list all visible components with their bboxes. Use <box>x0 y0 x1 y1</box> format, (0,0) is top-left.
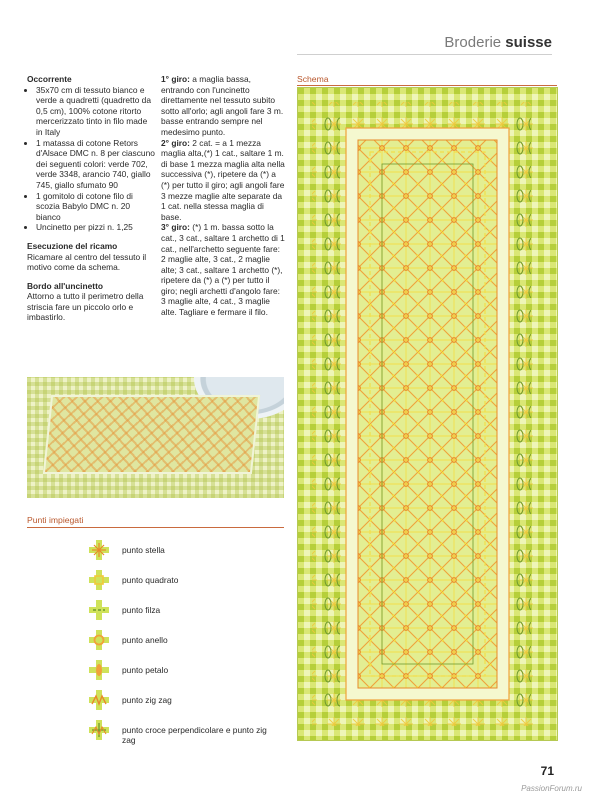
header-divider <box>297 54 552 55</box>
occorrente-heading: Occorrente <box>27 74 72 84</box>
square-stitch-icon <box>89 570 109 590</box>
legend-label: punto filza <box>122 605 161 615</box>
legend-item <box>89 660 289 684</box>
crochet-column <box>161 74 286 318</box>
petal-stitch-icon <box>89 660 109 680</box>
giro-text: (*) 1 m. bassa sotto la cat., 3 cat., saltare 1 archetto di 1 cat., nell'archetto seguente fare: 2 maglie alte, 3 cat., 2 maglie alte; 3 cat., saltare 1 archetto (*), ripetere da (*) a (*) per tutto il giro; negli archetti d'angolo fare: 3 maglie alte, 4 cat., 3 maglie alte. Tagliare e fermare il filo. <box>161 222 285 318</box>
legend-item <box>89 600 289 624</box>
bordo-text: Attorno a tutto il perimetro della striscia fare un piccolo orlo e imbastirlo. <box>27 291 144 323</box>
legend-item <box>89 540 289 564</box>
page-number: 71 <box>540 764 554 778</box>
esecuzione-text: Ricamare al centro del tessuto il motivo come da schema. <box>27 251 147 273</box>
page-header <box>444 34 552 51</box>
list-item: • Uncinetto per pizzi n. 1,25 <box>36 222 155 233</box>
giro-3 <box>161 222 286 317</box>
giro-label: 1° giro: <box>161 74 190 84</box>
cross-zigzag-stitch-icon <box>89 720 109 740</box>
punti-divider <box>27 527 284 528</box>
legend-item <box>89 720 289 744</box>
running-stitch-icon <box>89 600 109 620</box>
giro-1 <box>161 74 286 138</box>
list-item: • 35x70 cm di tessuto bianco e verde a quadretti (quadretto da 0,5 cm), 100% cotone ritorto mercerizzato tinto in filo made in Italy <box>36 85 155 138</box>
giro-label: 3° giro: <box>161 222 190 233</box>
legend-item <box>89 690 289 714</box>
giro-2 <box>161 138 286 223</box>
giro-text: a maglia bassa, entrando con l'uncinetto direttamente nel tessuto subito sotto all'orlo; agli angoli fare 3 m. basse entrando sempre nel medesimo punto. <box>161 74 284 137</box>
materials-list <box>27 85 155 233</box>
header-title-light: Broderie <box>444 34 502 51</box>
list-item: • 1 matassa di cotone Retors d'Alsace DMC n. 8 per ciascuno dei seguenti colori: verde 702, verde 3348, arancio 740, giallo 745, giallo sfumato 90 <box>36 138 155 191</box>
legend-label: punto petalo <box>122 665 169 675</box>
legend-label: punto croce perpendicolare e punto zig zag <box>122 725 267 746</box>
embroidery-chart <box>297 87 558 741</box>
schema-svg <box>298 88 557 740</box>
watermark: PassionForum.ru <box>521 784 582 793</box>
esecuzione-heading: Esecuzione del ricamo <box>27 240 118 251</box>
schema-divider <box>297 85 557 86</box>
embroidered-runner-image <box>43 395 260 474</box>
product-photo <box>27 377 284 498</box>
legend-label: punto anello <box>122 635 168 645</box>
legend-item <box>89 630 289 654</box>
ring-stitch-icon <box>89 630 109 650</box>
legend-label: punto stella <box>122 545 165 555</box>
giro-text: 2 cat. = a 1 mezza maglia alta,(*) 1 cat., saltare 1 m. di base 1 mezza maglia alta nella successiva (*), ripetere da (*) a (*) per tutto il giro; agli angoli fare 3 mezze maglie alte separate da 1 cat. nella stessa maglia di base. <box>161 137 285 222</box>
zigzag-stitch-icon <box>89 690 109 710</box>
materials-column <box>27 74 155 323</box>
schema-heading: Schema <box>297 74 329 84</box>
header-title-bold: suisse <box>505 34 552 51</box>
legend-item <box>89 570 289 594</box>
list-item: • 1 gomitolo di cotone filo di scozia Babylo DMC n. 20 bianco <box>36 191 155 223</box>
legend-label: punto zig zag <box>122 695 172 705</box>
bordo-heading: Bordo all'uncinetto <box>27 280 103 291</box>
punti-heading: Punti impiegati <box>27 515 84 525</box>
legend-label: punto quadrato <box>122 575 179 585</box>
giro-label: 2° giro: <box>161 137 190 148</box>
star-stitch-icon <box>89 540 109 560</box>
